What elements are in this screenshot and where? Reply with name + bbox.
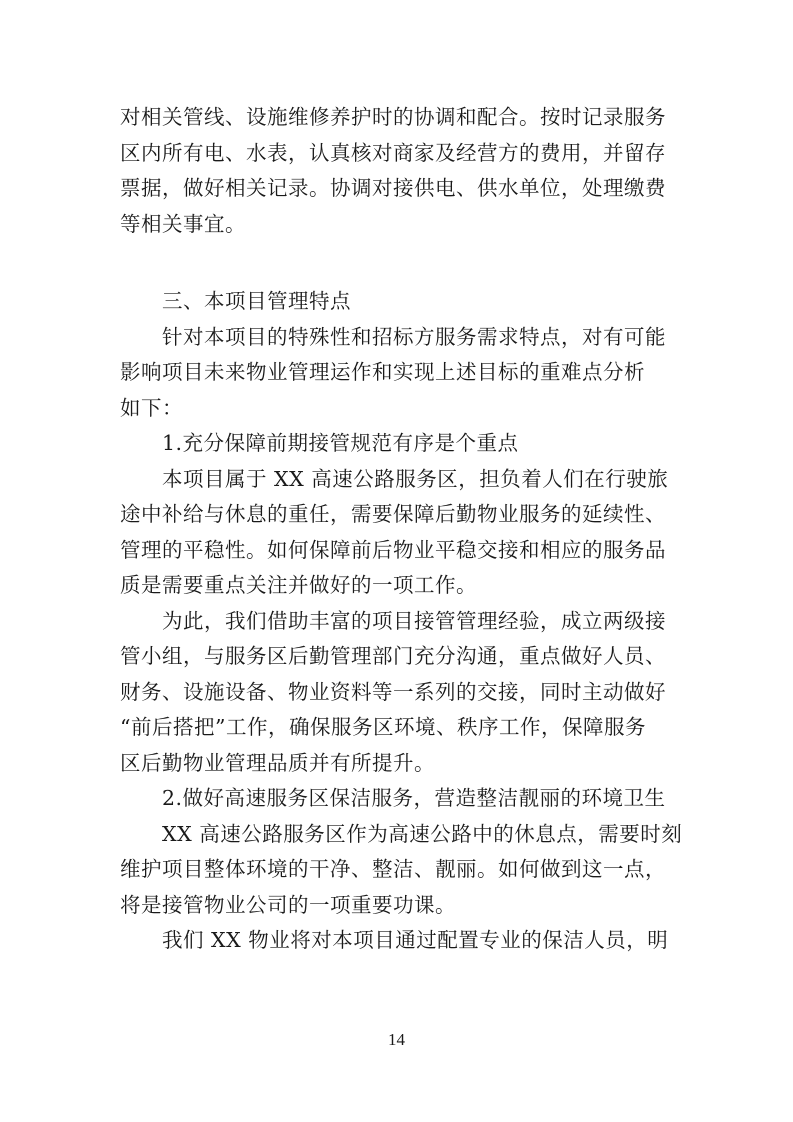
point-2-heading: 2.做好高速服务区保洁服务，营造整洁靓丽的环境卫生	[162, 786, 666, 810]
text-line: 管小组，与服务区后勤管理部门充分沟通，重点做好人员、	[120, 644, 666, 668]
point-1-paragraph-2	[120, 604, 678, 782]
point-2-paragraph-2	[120, 923, 678, 959]
text-line: 将是接管物业公司的一项重要功课。	[120, 892, 456, 917]
text-line: 针对本项目的特殊性和招标方服务需求特点，对有可能	[162, 324, 666, 349]
text-line: 途中补给与休息的重任，需要保障后勤物业服务的延续性、	[120, 502, 666, 526]
point-1-paragraph-1	[120, 462, 678, 604]
text-line: 影响项目未来物业管理运作和实现上述目标的重难点分析	[120, 360, 645, 384]
point-2-paragraph-1	[120, 817, 683, 924]
text-line: 我们 XX 物业将对本项目通过配置专业的保洁人员，明	[162, 928, 669, 952]
text-line: 如下：	[120, 395, 183, 420]
text-line: 财务、设施设备、物业资料等一系列的交接，同时主动做好	[120, 679, 666, 704]
section-intro-paragraph	[120, 320, 678, 427]
point-1-heading: 1.充分保障前期接管规范有序是个重点	[162, 431, 519, 455]
text-line: 等相关事宜。	[120, 211, 246, 236]
text-line: 为此，我们借助丰富的项目接管管理经验，成立两级接	[162, 608, 666, 633]
text-line: 质是需要重点关注并做好的一项工作。	[120, 573, 477, 597]
paragraph-gap	[120, 242, 678, 284]
intro-paragraph	[120, 100, 678, 242]
page-number: 14	[388, 1030, 405, 1049]
text-line: 本项目属于 XX 高速公路服务区，担负着人们在行驶旅	[162, 466, 669, 491]
text-line: 票据，做好相关记录。协调对接供电、供水单位，处理缴费	[120, 176, 666, 200]
text-line: 区内所有电、水表，认真核对商家及经营方的费用，并留存	[120, 140, 666, 165]
text-line: 管理的平稳性。如何保障前后物业平稳交接和相应的服务品	[120, 537, 666, 562]
text-line: 对相关管线、设施维修养护时的协调和配合。按时记录服务	[120, 105, 666, 129]
section-heading: 三、本项目管理特点	[162, 289, 351, 313]
document-body	[120, 100, 683, 959]
text-line: XX 高速公路服务区作为高速公路中的休息点，需要时刻	[162, 821, 683, 846]
text-line: 区后勤物业管理品质并有所提升。	[120, 750, 435, 775]
text-line: “前后搭把”工作，确保服务区环境、秩序工作，保障服务	[120, 715, 646, 739]
text-line: 维护项目整体环境的干净、整洁、靓丽。如何做到这一点，	[120, 857, 666, 881]
